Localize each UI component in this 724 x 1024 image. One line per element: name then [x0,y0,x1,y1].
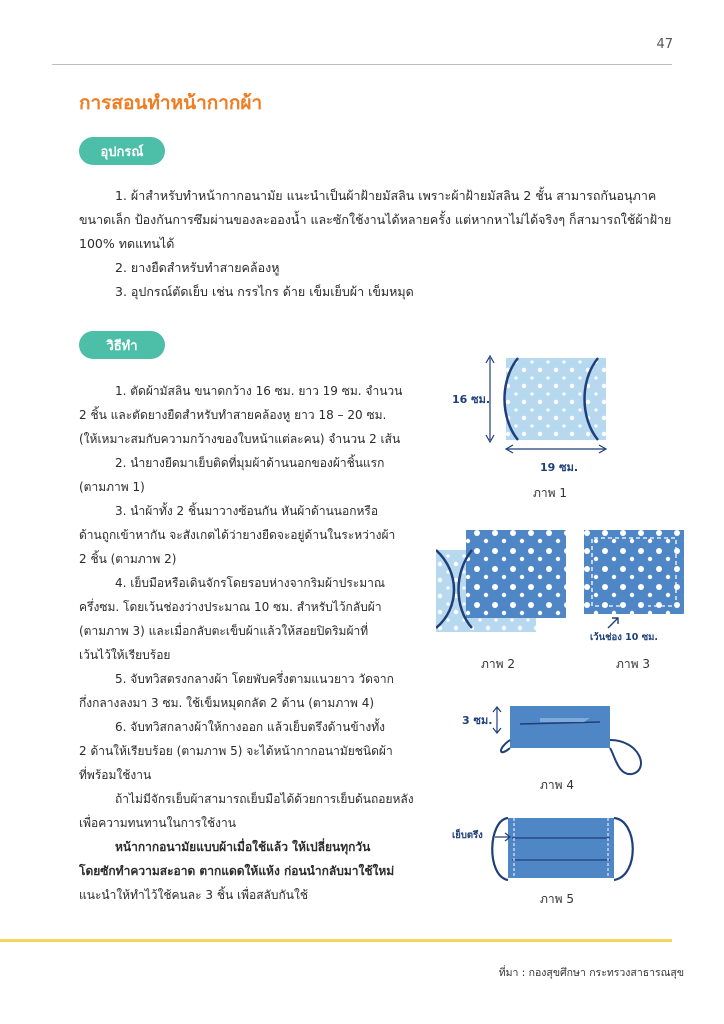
ear-loop-left [501,740,510,752]
figure-1-height-label: 16 ซม. [452,393,491,406]
ear-loop-right [614,818,633,880]
fold-height-arrow [492,706,502,734]
method-line: 2 ชิ้น (ตามภาพ 2) [79,552,177,566]
materials-heading: อุปกรณ์ [100,144,144,160]
method-line: 2. นำยางยืดมาเย็บติดที่มุมผ้าด้านนอกของผ้าชิ้นแรก [115,456,385,470]
method-line: ด้านถูกเข้าหากัน จะสังเกตได้ว่ายางยืดจะอยู่ด้านในระหว่างผ้า [79,528,396,542]
method-line: 1. ตัดผ้ามัสลิน ขนาดกว้าง 16 ซม. ยาว 19 ซม. จำนวน [115,384,403,398]
materials-heading-badge [79,137,165,165]
folded-fabric [510,706,610,748]
method-line: 6. จับทวิสกลางผ้าให้กางออก แล้วเย็บตรึงด้านข้างทั้ง [115,720,385,734]
source-credit: ที่มา : กองสุขศึกษา กระทรวงสาธารณสุข [498,967,684,979]
figure-3-caption: ภาพ 3 [616,657,651,671]
sewn-fabric-dots [584,530,684,614]
figure-4-fold-label: 3 ซม. [462,714,493,727]
method-line: 3. นำผ้าทั้ง 2 ชิ้นมาวางซ้อนกัน หันผ้าด้านนอกหรือ [115,504,379,518]
method-tip: หน้ากากอนามัยแบบผ้าเมื่อใช้แล้ว ให้เปลี่ยนทุกวัน [115,840,371,854]
figure-1-width-label: 19 ซม. [540,461,579,474]
figure-4-caption: ภาพ 4 [540,778,575,792]
method-heading: วิธีทำ [106,338,138,354]
figure-3-gap-label: เว้นช่อง 10 ซม. [590,632,659,643]
ear-loop-left [492,818,508,880]
method-steps [79,379,424,907]
method-note: ถ้าไม่มีจักรเย็บผ้าสามารถเย็บมือได้ด้วยการเย็บด้นถอยหลัง [115,792,414,806]
page-number: 47 [656,37,673,52]
pin [540,718,590,722]
materials-item: 100% ทดแทนได้ [79,236,175,251]
fabric-front-dots [466,530,566,618]
ear-loop-right [610,740,641,774]
figure-3-illustration [582,528,686,618]
method-line: ที่พร้อมใช้งาน [79,768,152,782]
materials-item: ขนาดเล็ก ป้องกันการซึมผ่านของละอองน้ำ และซักใช้งานได้หลายครั้ง แต่หากหาไม่ได้จริงๆ ก็สามารถใช้ผ้าฝ้าย [79,212,672,227]
header-divider [52,64,672,65]
method-line: (ตามภาพ 1) [79,480,145,494]
figure-5-stitch-label: เย็บตรึง [452,830,483,841]
method-line: (ตามภาพ 3) และเมื่อกลับตะเข็บผ้าแล้วให้สอยปิดริมผ้าที่ [79,624,369,638]
width-arrow [505,442,607,456]
method-line: 5. จับทวิสตรงกลางผ้า โดยพับครึ่งตามแนวยาว วัดจาก [115,672,394,686]
method-line: เว้นไว้ให้เรียบร้อย [79,648,171,662]
figure-4-illustration [500,700,660,780]
footer-divider [0,939,672,942]
figure-2-illustration [436,528,571,638]
figure-2-caption: ภาพ 2 [481,657,516,671]
finished-mask [508,818,614,878]
method-line: (ให้เหมาะสมกับความกว้างของใบหน้าแต่ละคน) จำนวน 2 เส้น [79,432,401,446]
figure-5-illustration [490,806,640,890]
materials-item: 2. ยางยืดสำหรับทำสายคล้องหู [115,260,280,275]
figure-1-caption: ภาพ 1 [533,486,568,500]
method-line: 2 ชิ้น และตัดยางยืดสำหรับทำสายคล้องหู ยาว 18 – 20 ซม. [79,408,387,422]
figure-5-caption: ภาพ 5 [540,892,575,906]
gap-arrow-icon [606,614,622,630]
method-line: 4. เย็บมือหรือเดินจักรโดยรอบห่างจากริมผ้าประมาณ [115,576,386,590]
method-line: กึ่งกลางลงมา 3 ซม. ใช้เข็มหมุดกลัด 2 ด้าน (ตามภาพ 4) [79,696,375,710]
materials-item: 1. ผ้าสำหรับทำหน้ากากอนามัย แนะนำเป็นผ้าฝ้ายมัสลิน เพราะผ้าฝ้ายมัสลิน 2 ชั้น สามารถกันอนุภาค [115,188,657,203]
stitch-arrow-icon [494,832,512,842]
page-title: การสอนทำหน้ากากผ้า [79,92,263,114]
method-note: เพื่อความทนทานในการใช้งาน [79,816,236,830]
method-heading-badge [79,331,165,359]
method-line: ครึ่งซม. โดยเว้นช่องว่างประมาณ 10 ซม. สำหรับไว้กลับผ้า [79,600,382,614]
method-tip: แนะนำให้ทำไว้ใช้คนละ 3 ชิ้น เพื่อสลับกันใช้ [79,888,308,902]
method-tip: โดยซักทำความสะอาด ตากแดดให้แห้ง ก่อนนำกลับมาใช้ใหม่ [79,864,395,878]
materials-item: 3. อุปกรณ์ตัดเย็บ เช่น กรรไกร ด้าย เข็มเย็บผ้า เข็มหมุด [115,284,414,299]
method-line: 2 ด้านให้เรียบร้อย (ตามภาพ 5) จะได้หน้ากากอนามัยชนิดผ้า [79,744,393,758]
materials-list [79,184,679,304]
